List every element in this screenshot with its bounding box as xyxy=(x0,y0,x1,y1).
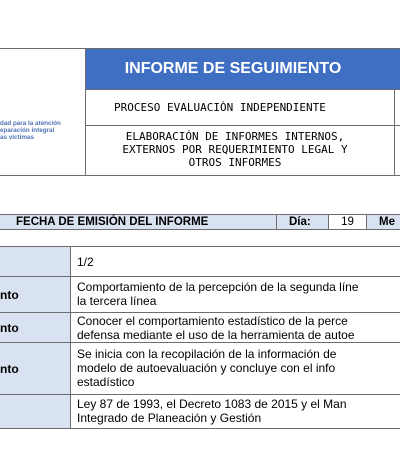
row-label: nto xyxy=(0,313,71,342)
report-title-cell xyxy=(86,48,400,90)
row-value: Ley 87 de 1993, el Decreto 1083 de 2015 y el Man Integrado de Planeación y Gestión xyxy=(77,397,347,425)
subprocess-line: EXTERNOS POR REQUERIMIENTO LEGAL Y xyxy=(122,143,348,156)
row-label: nto xyxy=(0,343,71,394)
month-label: Me xyxy=(367,215,400,229)
table-row xyxy=(0,343,400,395)
table-row xyxy=(0,277,400,313)
logo-line: dad para la atención xyxy=(0,120,61,127)
logo-line: eparación integral xyxy=(0,127,55,134)
emission-date-label: FECHA DE EMISIÓN DEL INFORME xyxy=(0,215,277,229)
report-title: INFORME DE SEGUIMIENTO xyxy=(124,60,342,77)
row-value: Se inicia con la recopilación de la información de modelo de autoevaluación y concluye con el info estadístico xyxy=(77,347,337,389)
day-label: Día: xyxy=(277,215,329,229)
logo-cell xyxy=(0,48,86,176)
table-row xyxy=(0,313,400,343)
row-value: Conocer el comportamiento estadístico de la perce defensa mediante el uso de la herramienta de autoe xyxy=(77,314,355,342)
subprocess-name xyxy=(86,126,400,176)
row-value: Comportamiento de la percepción de la segunda líne la tercera línea xyxy=(77,280,359,308)
subprocess-line: ELABORACIÓN DE INFORMES INTERNOS, xyxy=(125,130,345,143)
row-label xyxy=(0,247,71,276)
emission-date-row xyxy=(0,214,400,230)
row-label: nto xyxy=(0,277,71,312)
row-value: 1/2 xyxy=(77,255,94,269)
row-label xyxy=(0,395,71,428)
table-row xyxy=(0,395,400,429)
subprocess-line: OTROS INFORMES xyxy=(188,156,282,169)
process-name: PROCESO EVALUACIÒN INDEPENDIENTE xyxy=(86,90,400,126)
header-divider xyxy=(394,90,395,176)
day-value: 19 xyxy=(329,215,367,229)
entity-logo-text xyxy=(0,120,86,141)
logo-line: as víctimas xyxy=(0,134,34,141)
table-row xyxy=(0,247,400,277)
